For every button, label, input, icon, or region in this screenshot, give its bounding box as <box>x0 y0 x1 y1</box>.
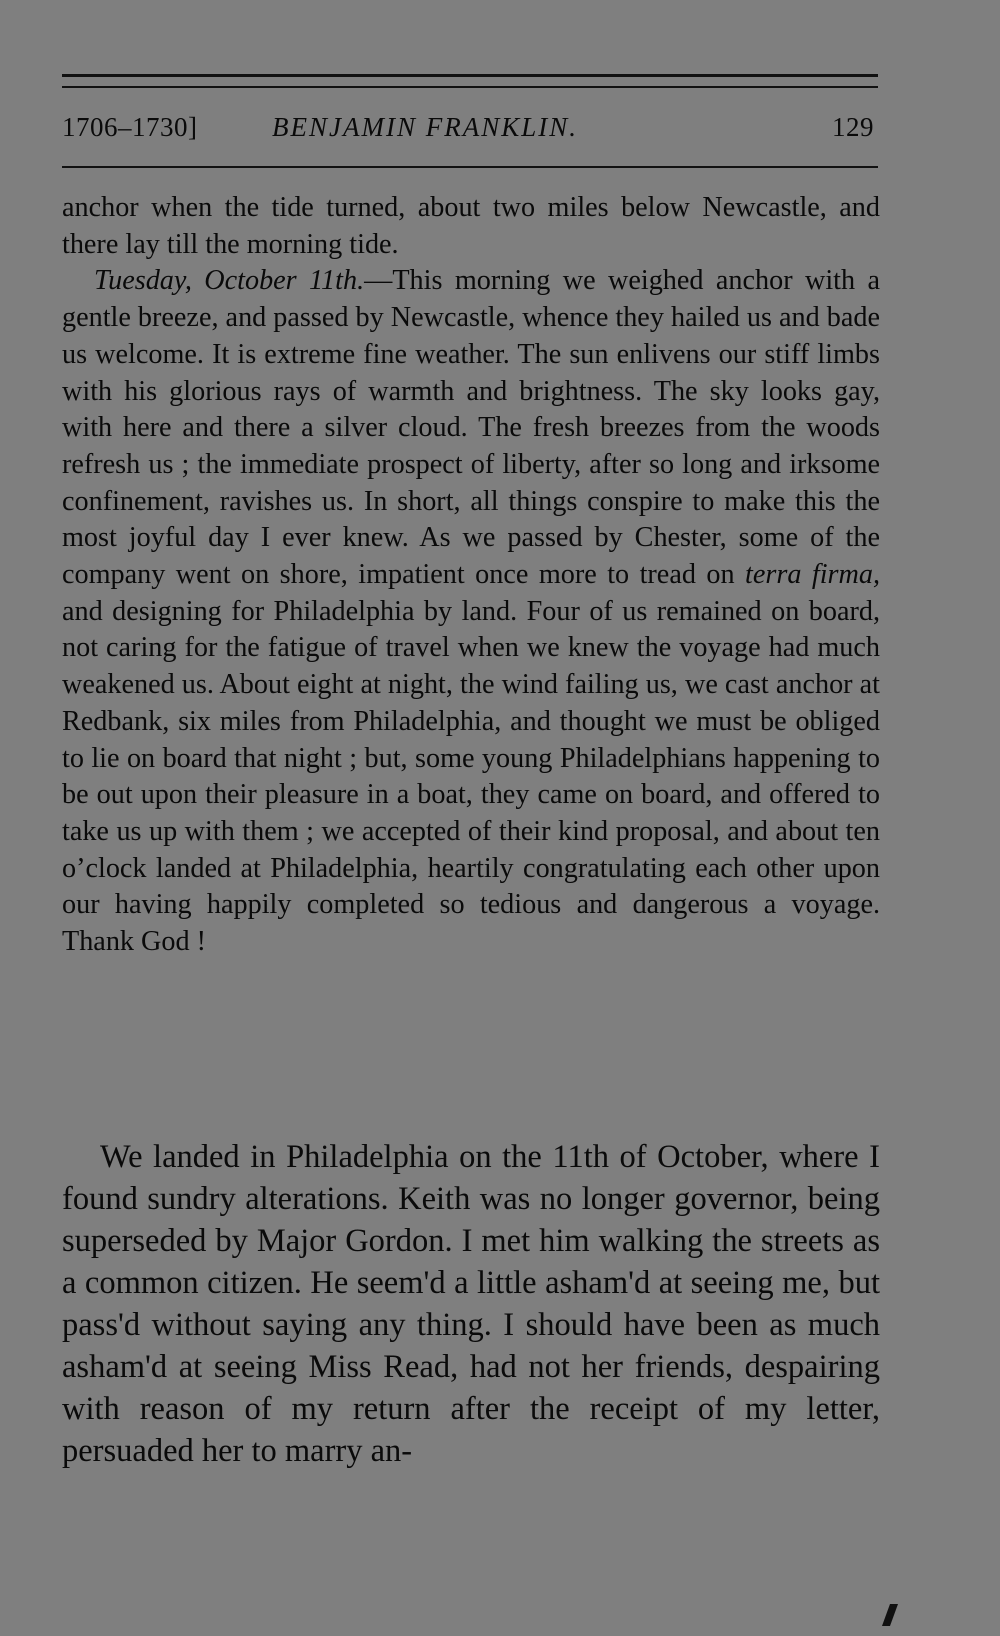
latin-phrase: terra firma, <box>745 559 880 591</box>
scan-mark <box>882 1604 898 1626</box>
narrative-body <box>62 1136 880 1472</box>
page-number: 129 <box>832 112 874 142</box>
journal-paragraph-2 <box>62 263 880 960</box>
running-head-years: 1706–1730] <box>62 112 198 142</box>
journal-text-b: and designing for Philadelphia by land. Four of us remained on board, not caring for the fatigue of travel when we knew the voyage had much weakened us. About eight at night, the wind failing us, we cast anchor at Redbank, six miles from Philadelphia, and thought we must be obliged to lie on board that night ; but, some young Philadelphians happening to be out upon their pleasure in a boat, they came on board, and offered to take us up with them ; we accepted of their kind proposal, and about ten o’clock landed at Philadelphia, heartily congratulating each other upon our having happily completed so tedious and dangerous a voyage. Thank God ! <box>62 595 880 958</box>
journal-text-a: —This morning we weighed anchor with a gentle breeze, and passed by Newcastle, whence they hailed us and bade us welcome. It is extreme fine weather. The sun enlivens our stiff limbs with his glorious rays of warmth and brightness. The sky looks gay, with here and there a silver cloud. The fresh breezes from the woods refresh us ; the immediate prospect of liberty, after so long and irksome confinement, ravishes us. In short, all things conspire to make this the most joyful day I ever knew. As we passed by Chester, some of the company went on shore, impatient once more to tread on <box>62 265 880 591</box>
narrative-paragraph: We landed in Philadelphia on the 11th of October, where I found sundry alterations. Keith was no longer governor, being superseded by Major Gordon. I met him walking the streets as a common citizen. He seem'd a little asham'd at seeing me, but pass'd without saying any thing. I should have been as much asham'd at seeing Miss Read, had not her friends, despairing with reason of my return after the receipt of my letter, persuaded her to marry an- <box>62 1139 880 1469</box>
header-rule-bottom <box>62 166 878 168</box>
journal-extract <box>62 190 880 961</box>
header-rule-second <box>62 86 878 88</box>
running-head <box>62 112 878 152</box>
journal-paragraph-1: anchor when the tide turned, about two miles below Newcastle, and there lay till the morning tide. <box>62 192 880 260</box>
running-head-title: BENJAMIN FRANKLIN. <box>272 112 578 142</box>
diary-date: Tuesday, October 11th. <box>94 265 365 297</box>
header-rule-top <box>62 74 878 77</box>
